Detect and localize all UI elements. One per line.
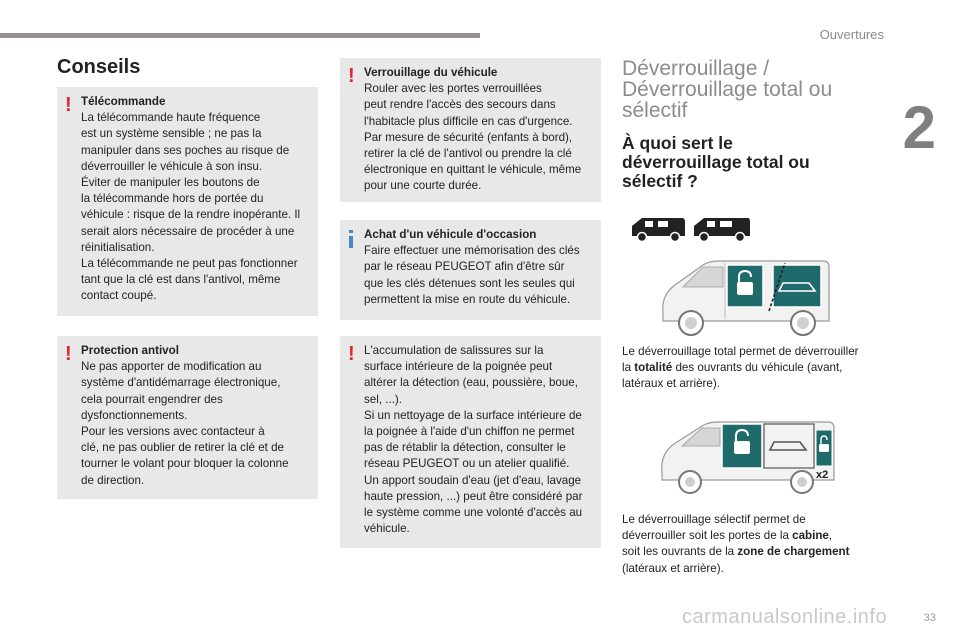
- info-box-occasion: [340, 220, 601, 320]
- section-heading: Déverrouillage / Déverrouillage total ou sélectif: [622, 57, 833, 122]
- section-title: Ouvertures: [819, 27, 884, 42]
- header-bar: [0, 33, 480, 38]
- watermark: carmanualsonline.info: [682, 606, 888, 628]
- box-text: La télécommande haute fréquence est un système sensible ; ne pas la manipuler dans ses poches au risque de déverrouiller le véhicule à son insu. Éviter de manipuler les boutons de la télécommande hors de portée du véhicule : risque de la rendre inopérante. Il serait alors nécessaire de procéder à une réinitialisation. La télécommande ne peut pas fonctionner tant que la clé est dans l'antivol, même contact coupé.: [81, 111, 301, 303]
- box-text: L'accumulation de salissures sur la surface intérieure de la poignée peut altérer la détection (eau, poussière, boue, sel, ...). Si un nettoyage de la surface intérieure de la poignée à l'aide d'un chiffon ne permet pas de rétablir la détection, consulter le réseau PEUGEOT ou un atelier qualifié. Un apport soudain d'eau (jet d'eau, lavage haute pression, ...) peut être considéré par le système comme une volonté d'accès au véhicule.: [364, 344, 583, 536]
- chapter-number: 2: [902, 94, 936, 161]
- subsection-heading: À quoi sert le déverrouillage total ou sélectif ?: [622, 133, 810, 191]
- selective-unlock-text: Le déverrouillage sélectif permet de déverrouiller soit les portes de la cabine, soit les ouvrants de la zone de chargement (latéraux et arrière).: [622, 513, 850, 575]
- advice-box-antivol: [57, 336, 318, 499]
- conseils-heading: Conseils: [57, 56, 141, 78]
- warning-icon: !: [348, 343, 355, 365]
- box-text: Ne pas apporter de modification au système d'antidémarrage électronique, cela pourrait engendrer des dysfonctionnements. Pour les versions avec contacteur à clé, ne pas oublier de retirer la clé et de tourner le volant pour bloquer la colonne de direction.: [81, 360, 289, 487]
- van-long-icon: [690, 214, 752, 244]
- total-unlock-text: Le déverrouillage total permet de déverrouiller la totalité des ouvrants du véhicule (avant, latéraux et arrière).: [622, 345, 859, 391]
- van-selective-unlock-illustration: [652, 420, 837, 498]
- box-title: Protection antivol: [81, 344, 179, 357]
- box-title: Verrouillage du véhicule: [364, 66, 498, 79]
- box-title: Télécommande: [81, 95, 166, 108]
- advice-box-salissures: [340, 336, 601, 548]
- van-short-icon: [628, 214, 688, 244]
- advice-box-telecommande: [57, 87, 318, 316]
- van-total-unlock-illustration: [653, 255, 833, 343]
- box-text: Faire effectuer une mémorisation des clés par le réseau PEUGEOT afin d'être sûr que les clés détenues sont les seules qui permettent la mise en route du véhicule.: [364, 244, 580, 306]
- box-text: Rouler avec les portes verrouillées peut rendre l'accès des secours dans l'habitacle plus difficile en cas d'urgence. Par mesure de sécurité (enfants à bord), retirer la clé de l'antivol ou prendre la clé électronique en quittant le véhicule, même pour une courte durée.: [364, 82, 582, 193]
- figure-multiplier-label: x2: [816, 469, 829, 481]
- warning-icon: !: [65, 94, 72, 116]
- page-number: 33: [923, 612, 936, 624]
- warning-icon: !: [348, 65, 355, 87]
- box-title: Achat d'un véhicule d'occasion: [364, 228, 537, 241]
- info-icon: [349, 230, 353, 248]
- warning-icon: !: [65, 343, 72, 365]
- advice-box-verrouillage: [340, 58, 601, 202]
